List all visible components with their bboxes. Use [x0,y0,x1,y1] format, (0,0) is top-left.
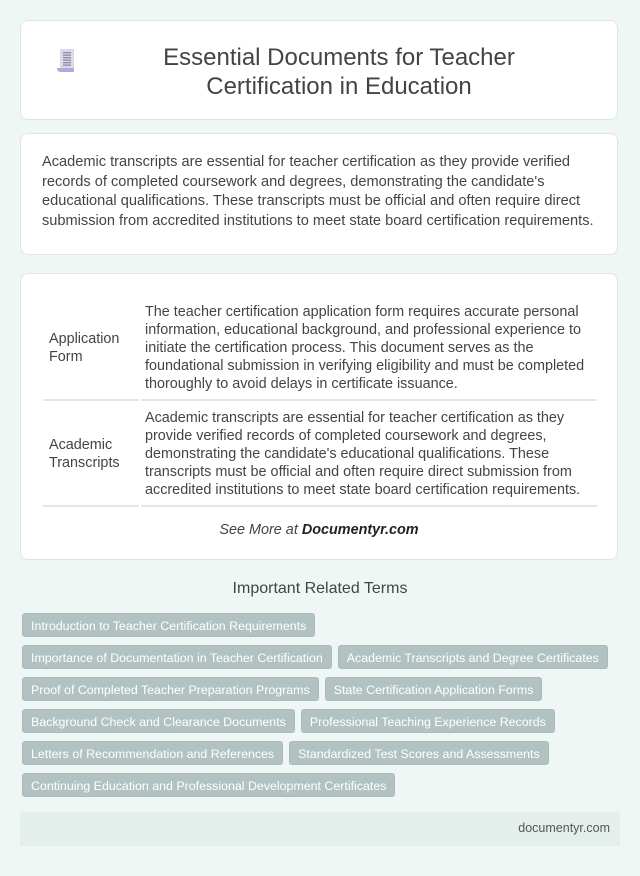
related-term-tag[interactable]: Importance of Documentation in Teacher Certification [22,645,332,669]
related-term-tag[interactable]: Background Check and Clearance Documents [22,709,295,733]
related-term-tag[interactable]: Proof of Completed Teacher Preparation Programs [22,677,319,701]
footer-site-link[interactable]: documentyr.com [518,821,610,835]
related-term-tag[interactable]: Standardized Test Scores and Assessments [289,741,549,765]
table-row [43,295,597,401]
related-term-tag[interactable]: Academic Transcripts and Degree Certificates [338,645,608,669]
related-terms-list [22,613,622,797]
footer [20,812,620,846]
header-card [20,20,618,120]
related-terms-title: Important Related Terms [232,580,408,597]
intro-card [20,133,618,255]
see-more-link[interactable]: Documentyr.com [301,522,419,538]
term-cell: Application Form [43,295,139,401]
description-cell: Academic transcripts are essential for teacher certification as they provide verified records of completed coursework and degrees, demonstrating the candidate's educational qualifications. These transcripts must be official and often require direct submission from accredited institutions to meet state board certification requirements. [141,401,597,507]
see-more-prefix: See More at [219,522,302,538]
see-more [21,522,617,538]
page-title: Essential Documents for Teacher Certification in Education [163,44,515,100]
documents-table [41,295,599,507]
table-row [43,401,597,507]
documents-table-card [20,273,618,560]
related-term-tag[interactable]: Professional Teaching Experience Records [301,709,555,733]
related-term-tag[interactable]: State Certification Application Forms [325,677,543,701]
intro-text: Academic transcripts are essential for teacher certification as they provide verified records of completed coursework and degrees, demonstrating the candidate's educational qualifications. These transcripts must be official and often require direct submission from accredited institutions to meet state board certification requirements. [42,154,594,229]
description-cell: The teacher certification application form requires accurate personal information, educational background, and professional experience to initiate the certification process. This document serves as the foundational submission in verifying eligibility and must be completed thoroughly to avoid delays in certificate issuance. [141,295,597,401]
related-term-tag[interactable]: Letters of Recommendation and References [22,741,283,765]
related-term-tag[interactable]: Introduction to Teacher Certification Requirements [22,613,315,637]
term-cell: Academic Transcripts [43,401,139,507]
related-term-tag[interactable]: Continuing Education and Professional Development Certificates [22,773,395,797]
